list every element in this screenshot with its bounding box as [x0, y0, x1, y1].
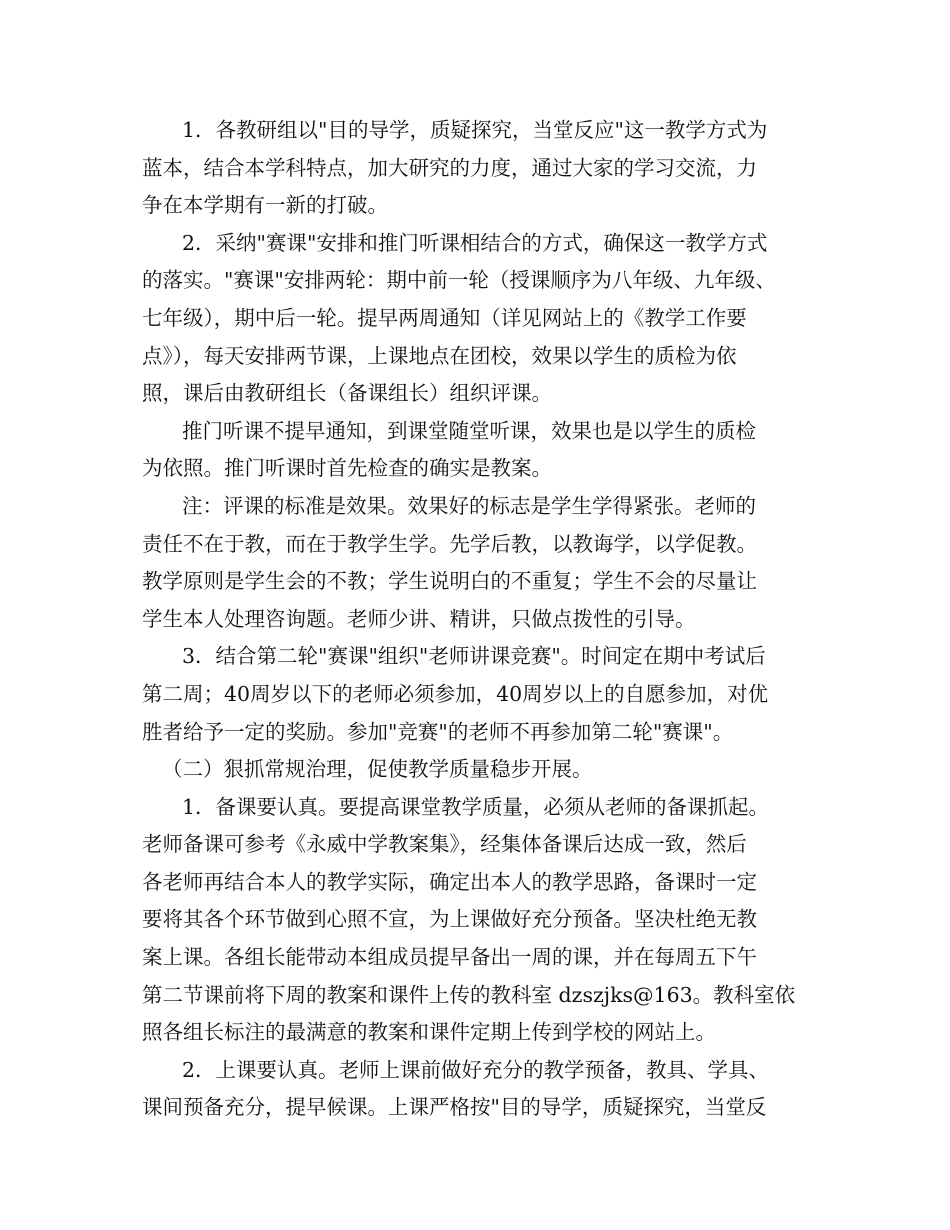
text-line: 七年级），期中后一轮。提早两周通知（详见网站上的《教学工作要 [142, 305, 747, 330]
text-line: 胜者给予一定的奖励。参加"竞赛"的老师不再参加第二轮"赛课"。 [142, 719, 734, 744]
text-line: 学生本人处理咨询题。老师少讲、精讲，只做点拨性的引导。 [142, 606, 696, 631]
text-line: 责任不在于教，而在于教学生学。先学后教，以教诲学，以学促教。 [142, 531, 757, 556]
text-line: 蓝本，结合本学科特点，加大研究的力度，通过大家的学习交流，力 [142, 155, 757, 180]
text-line: 课间预备充分，提早候课。上课严格按"目的导学，质疑探究，当堂反 [142, 1095, 767, 1120]
text-line: 点》），每天安排两节课，上课地点在团校，效果以学生的质检为依 [142, 343, 737, 368]
text-line: 第二周；40周岁以下的老师必须参加，40周岁以上的自愿参加，对优 [142, 681, 769, 706]
text-line: 的落实。"赛课"安排两轮：期中前一轮（授课顺序为八年级、九年级、 [142, 268, 776, 293]
text-line: 各老师再结合本人的教学实际，确定出本人的教学思路，备课时一定 [142, 869, 757, 894]
text-line: 第二节课前将下周的教案和课件上传的教科室 dzszjks@163。教科室依 [142, 982, 796, 1007]
text-line: 老师备课可参考《永威中学教案集》，经集体备课后达成一致，然后 [142, 832, 747, 857]
text-line: 2．采纳"赛课"安排和推门听课相结合的方式，确保这一教学方式 [182, 230, 768, 255]
text-line: 为依照。推门听课时首先检查的确实是教案。 [142, 456, 552, 481]
text-line: 争在本学期有一新的打破。 [142, 193, 388, 218]
text-line: 1．各教研组以"目的导学，质疑探究，当堂反应"这一教学方式为 [182, 118, 768, 142]
text-line: 教学原则是学生会的不教；学生说明白的不重复；学生不会的尽量让 [142, 569, 757, 594]
text-line: 1．备课要认真。要提高课堂教学质量，必须从老师的备课抓起。 [182, 794, 770, 819]
text-line: 3．结合第二轮"赛课"组织"老师讲课竞赛"。时间定在期中考试后 [182, 644, 766, 669]
text-line: 2．上课要认真。老师上课前做好充分的教学预备，教具、学具、 [182, 1057, 770, 1082]
text-line: 照各组长标注的最满意的教案和课件定期上传到学校的网站上。 [142, 1020, 716, 1045]
document-body [142, 112, 814, 1127]
text-line: 案上课。各组长能带动本组成员提早备出一周的课，并在每周五下午 [142, 945, 757, 970]
text-line: 推门听课不提早通知，到课堂随堂听课，效果也是以学生的质检 [182, 418, 756, 443]
text-line: 要将其各个环节做到心照不宣，为上课做好充分预备。坚决杜绝无教 [142, 907, 757, 932]
text-line: 照，课后由教研组长（备课组长）组织评课。 [142, 381, 552, 406]
text-line: 注：评课的标准是效果。效果好的标志是学生学得紧张。老师的 [182, 493, 756, 518]
section-heading: （二）狠抓常规治理，促使教学质量稳步开展。 [162, 757, 593, 782]
